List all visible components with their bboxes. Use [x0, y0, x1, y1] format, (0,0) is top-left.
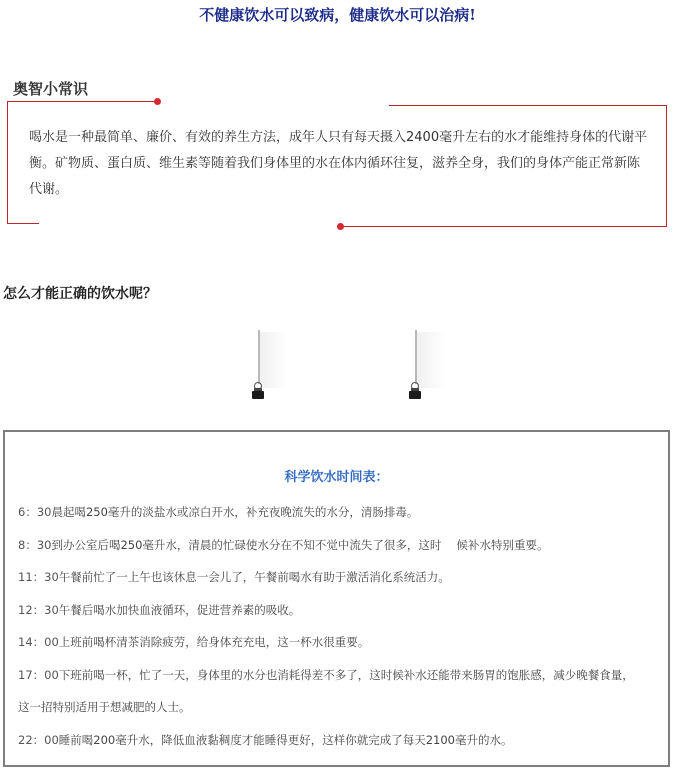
schedule-row: 17：00下班前喝一杯，忙了一天，身体里的水分也消耗得差不多了，这时候补水还能带来肠胃的饱胀感，减少晚餐食量， [18, 667, 634, 682]
border-bottom-right [337, 226, 667, 227]
border-left [7, 101, 8, 223]
headline: 不健康饮水可以致病，健康饮水可以治病! [199, 6, 476, 24]
schedule-box [3, 430, 670, 767]
border-top-right [389, 105, 667, 106]
section-title: 奥智小常识 [13, 80, 89, 98]
schedule-row: 14：00上班前喝杯清茶消除疲劳，给身体充充电，这一杯水很重要。 [18, 635, 370, 649]
binder-clip-icon [252, 391, 264, 399]
schedule-row: 12：30午餐后喝水加快血液循环，促进营养素的吸收。 [18, 602, 301, 617]
hanging-clip-right [409, 330, 449, 402]
schedule-list [18, 496, 658, 756]
hanging-clip-left [252, 330, 292, 402]
border-dot-bottom [337, 223, 344, 230]
info-text: 喝水是一种最简单、廉价、有效的养生方法，成年人只有每天摄入2400毫升左右的水才能维持身体的代谢平衡。矿物质、蛋白质、维生素等随着我们身体里的水在体内循环往复，滋养全身，我们的身体产能正常新陈代谢。 [29, 130, 648, 197]
border-bottom-left [7, 223, 39, 224]
info-box [7, 101, 667, 227]
question-heading: 怎么才能正确的饮水呢？ [3, 286, 157, 302]
schedule-row: 6：30晨起喝250毫升的淡盐水或凉白开水，补充夜晚流失的水分，清肠排毒。 [18, 505, 419, 519]
border-dot-top [154, 98, 161, 105]
schedule-title: 科学饮水时间表： [284, 470, 389, 485]
schedule-row: 22：00睡前喝200毫升水，降低血液黏稠度才能睡得更好，这样你就完成了每天2100毫升的水。 [18, 732, 513, 747]
schedule-row: 这一招特别适用于想减肥的人士。 [18, 700, 191, 714]
schedule-row: 11：30午餐前忙了一上午也该休息一会儿了，午餐前喝水有助于激活消化系统活力。 [18, 570, 450, 584]
border-top-left [7, 101, 157, 102]
binder-clip-icon [409, 391, 421, 399]
border-right [666, 105, 667, 227]
schedule-row: 8：30到办公室后喝250毫升水，清晨的忙碌使水分在不知不觉中流失了很多，这时 候补水特别重要。 [18, 537, 549, 552]
